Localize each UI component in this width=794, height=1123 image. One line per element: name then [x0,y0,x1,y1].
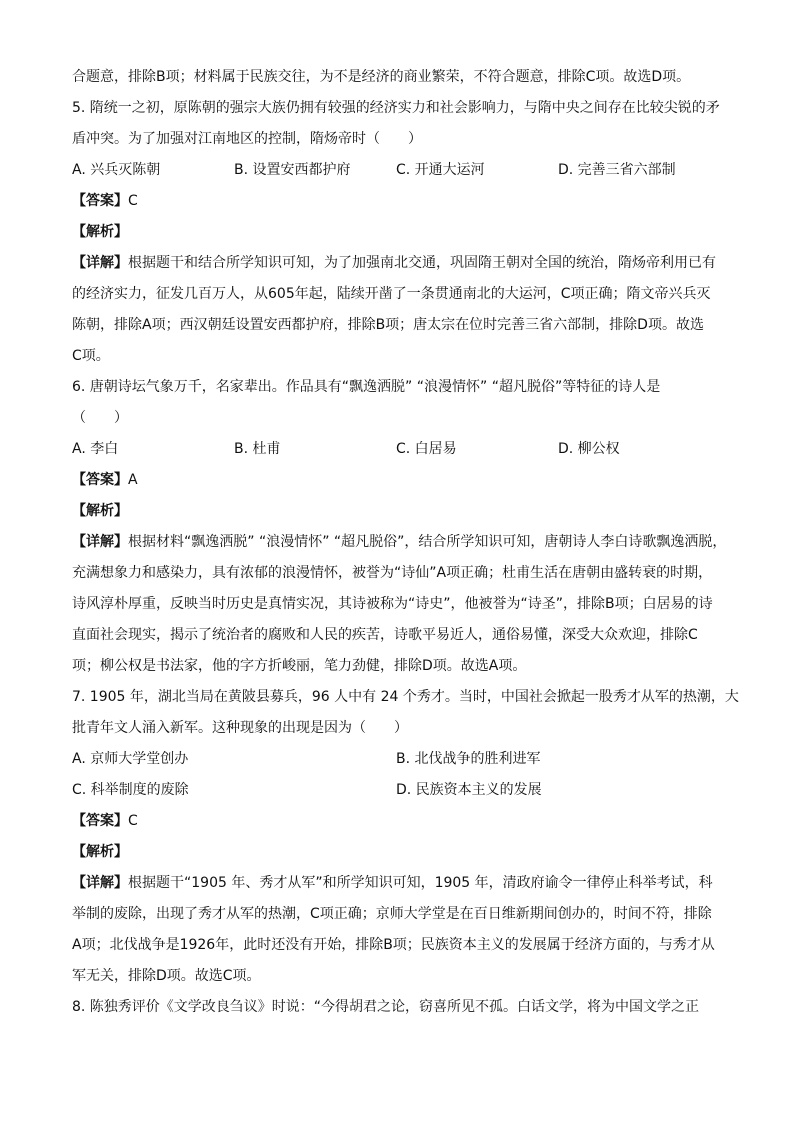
text-line: 合题意，排除B项；材料属于民族交往，为不是经济的商业繁荣，不符合题意，排除C项。故选D项。 [72,69,691,85]
analysis-tag: 【解析】 [72,844,128,860]
detail-line: 直面社会现实，揭示了统治者的腐败和人民的疾苦，诗歌平易近人，通俗易懂，深受大众欢迎，排除C [72,627,698,643]
answer-value: A [128,472,138,488]
document-page [72,62,739,1023]
question-5-stem-cont: 盾冲突。为了加强对江南地区的控制，隋炀帝时（ ） [72,131,422,147]
option-d: D. 柳公权 [558,441,620,457]
detail-line: 举制的废除，出现了秀才从军的热潮，C项正确；京师大学堂是在百日维新期间创办的，时间不符，排除 [72,906,712,922]
question-6-options [72,434,732,465]
question-5-options [72,155,732,186]
answer-line [72,186,732,217]
question-6-stem-cont: （ ） [72,410,128,426]
detail-line [72,868,732,899]
question-6-stem: 6. 唐朝诗坛气象万千，名家辈出。作品具有“飘逸洒脱” “浪漫情怀” “超凡脱俗”等特征的诗人是 [72,379,661,395]
option-c: C. 开通大运河 [396,162,485,178]
option-a: A. 兴兵灭陈朝 [72,162,161,178]
detail-line: 陈朝，排除A项；西汉朝廷设置安西都护府，排除B项；唐太宗在位时完善三省六部制，排除D项。故选 [72,317,704,333]
detail-line: C项。 [72,348,110,364]
question-7-options-row2 [72,775,732,806]
answer-tag: 【答案】 [72,472,128,488]
answer-value: C [128,813,138,829]
detail-line: 的经济实力，征发几百万人，从605年起，陆续开凿了一条贯通南北的大运河，C项正确；隋文帝兴兵灭 [72,286,711,302]
question-5-stem: 5. 隋统一之初，原陈朝的强宗大族仍拥有较强的经济实力和社会影响力，与隋中央之间存在比较尖锐的矛 [72,100,720,116]
detail-text: 根据材料“飘逸洒脱” “浪漫情怀” “超凡脱俗”，结合所学知识可知，唐朝诗人李白诗歌飘逸洒脱， [128,534,727,550]
option-b: B. 设置安西都护府 [234,162,351,178]
detail-line [72,527,732,558]
detail-line: A项；北伐战争是1926年，此时还没有开始，排除B项；民族资本主义的发展属于经济方面的，与秀才从 [72,937,715,953]
question-7-stem-cont: 批青年文人涌入新军。这种现象的出现是因为（ ） [72,720,408,736]
detail-tag: 【详解】 [72,875,128,891]
answer-tag: 【答案】 [72,813,128,829]
option-a: A. 李白 [72,441,119,457]
option-d: D. 民族资本主义的发展 [396,782,542,798]
question-7-stem: 7. 1905 年，湖北当局在黄陂县募兵，96 人中有 24 个秀才。当时，中国社会掀起一股秀才从军的热潮，大 [72,689,739,705]
answer-line [72,806,732,837]
answer-tag: 【答案】 [72,193,128,209]
option-c: C. 科举制度的废除 [72,782,189,798]
detail-text: 根据题干“1905 年、秀才从军”和所学知识可知，1905 年，清政府谕令一律停止科举考试，科 [128,875,713,891]
analysis-tag: 【解析】 [72,503,128,519]
option-d: D. 完善三省六部制 [558,162,676,178]
option-b: B. 杜甫 [234,441,281,457]
detail-line [72,248,732,279]
question-7-options-row1 [72,744,732,775]
detail-line: 项；柳公权是书法家，他的字方折峻丽，笔力劲健，排除D项。故选A项。 [72,658,527,674]
option-b: B. 北伐战争的胜利进军 [396,751,541,767]
detail-line: 诗风淳朴厚重，反映当时历史是真情实况，其诗被称为“诗史”，他被誉为“诗圣”，排除B项；白居易的诗 [72,596,713,612]
detail-tag: 【详解】 [72,534,128,550]
answer-value: C [128,193,138,209]
answer-line [72,465,732,496]
option-a: A. 京师大学堂创办 [72,751,189,767]
analysis-tag: 【解析】 [72,224,128,240]
detail-line: 充满想象力和感染力，具有浓郁的浪漫情怀，被誉为“诗仙”A项正确；杜甫生活在唐朝由盛转衰的时期， [72,565,713,581]
option-c: C. 白居易 [396,441,457,457]
detail-text: 根据题干和结合所学知识可知，为了加强南北交通，巩固隋王朝对全国的统治，隋炀帝利用已有 [128,255,716,271]
detail-line: 军无关，排除D项。故选C项。 [72,968,261,984]
question-8-stem: 8. 陈独秀评价《文学改良刍议》时说：“今得胡君之论，窃喜所见不孤。白话文学，将为中国文学之正 [72,999,700,1015]
detail-tag: 【详解】 [72,255,128,271]
